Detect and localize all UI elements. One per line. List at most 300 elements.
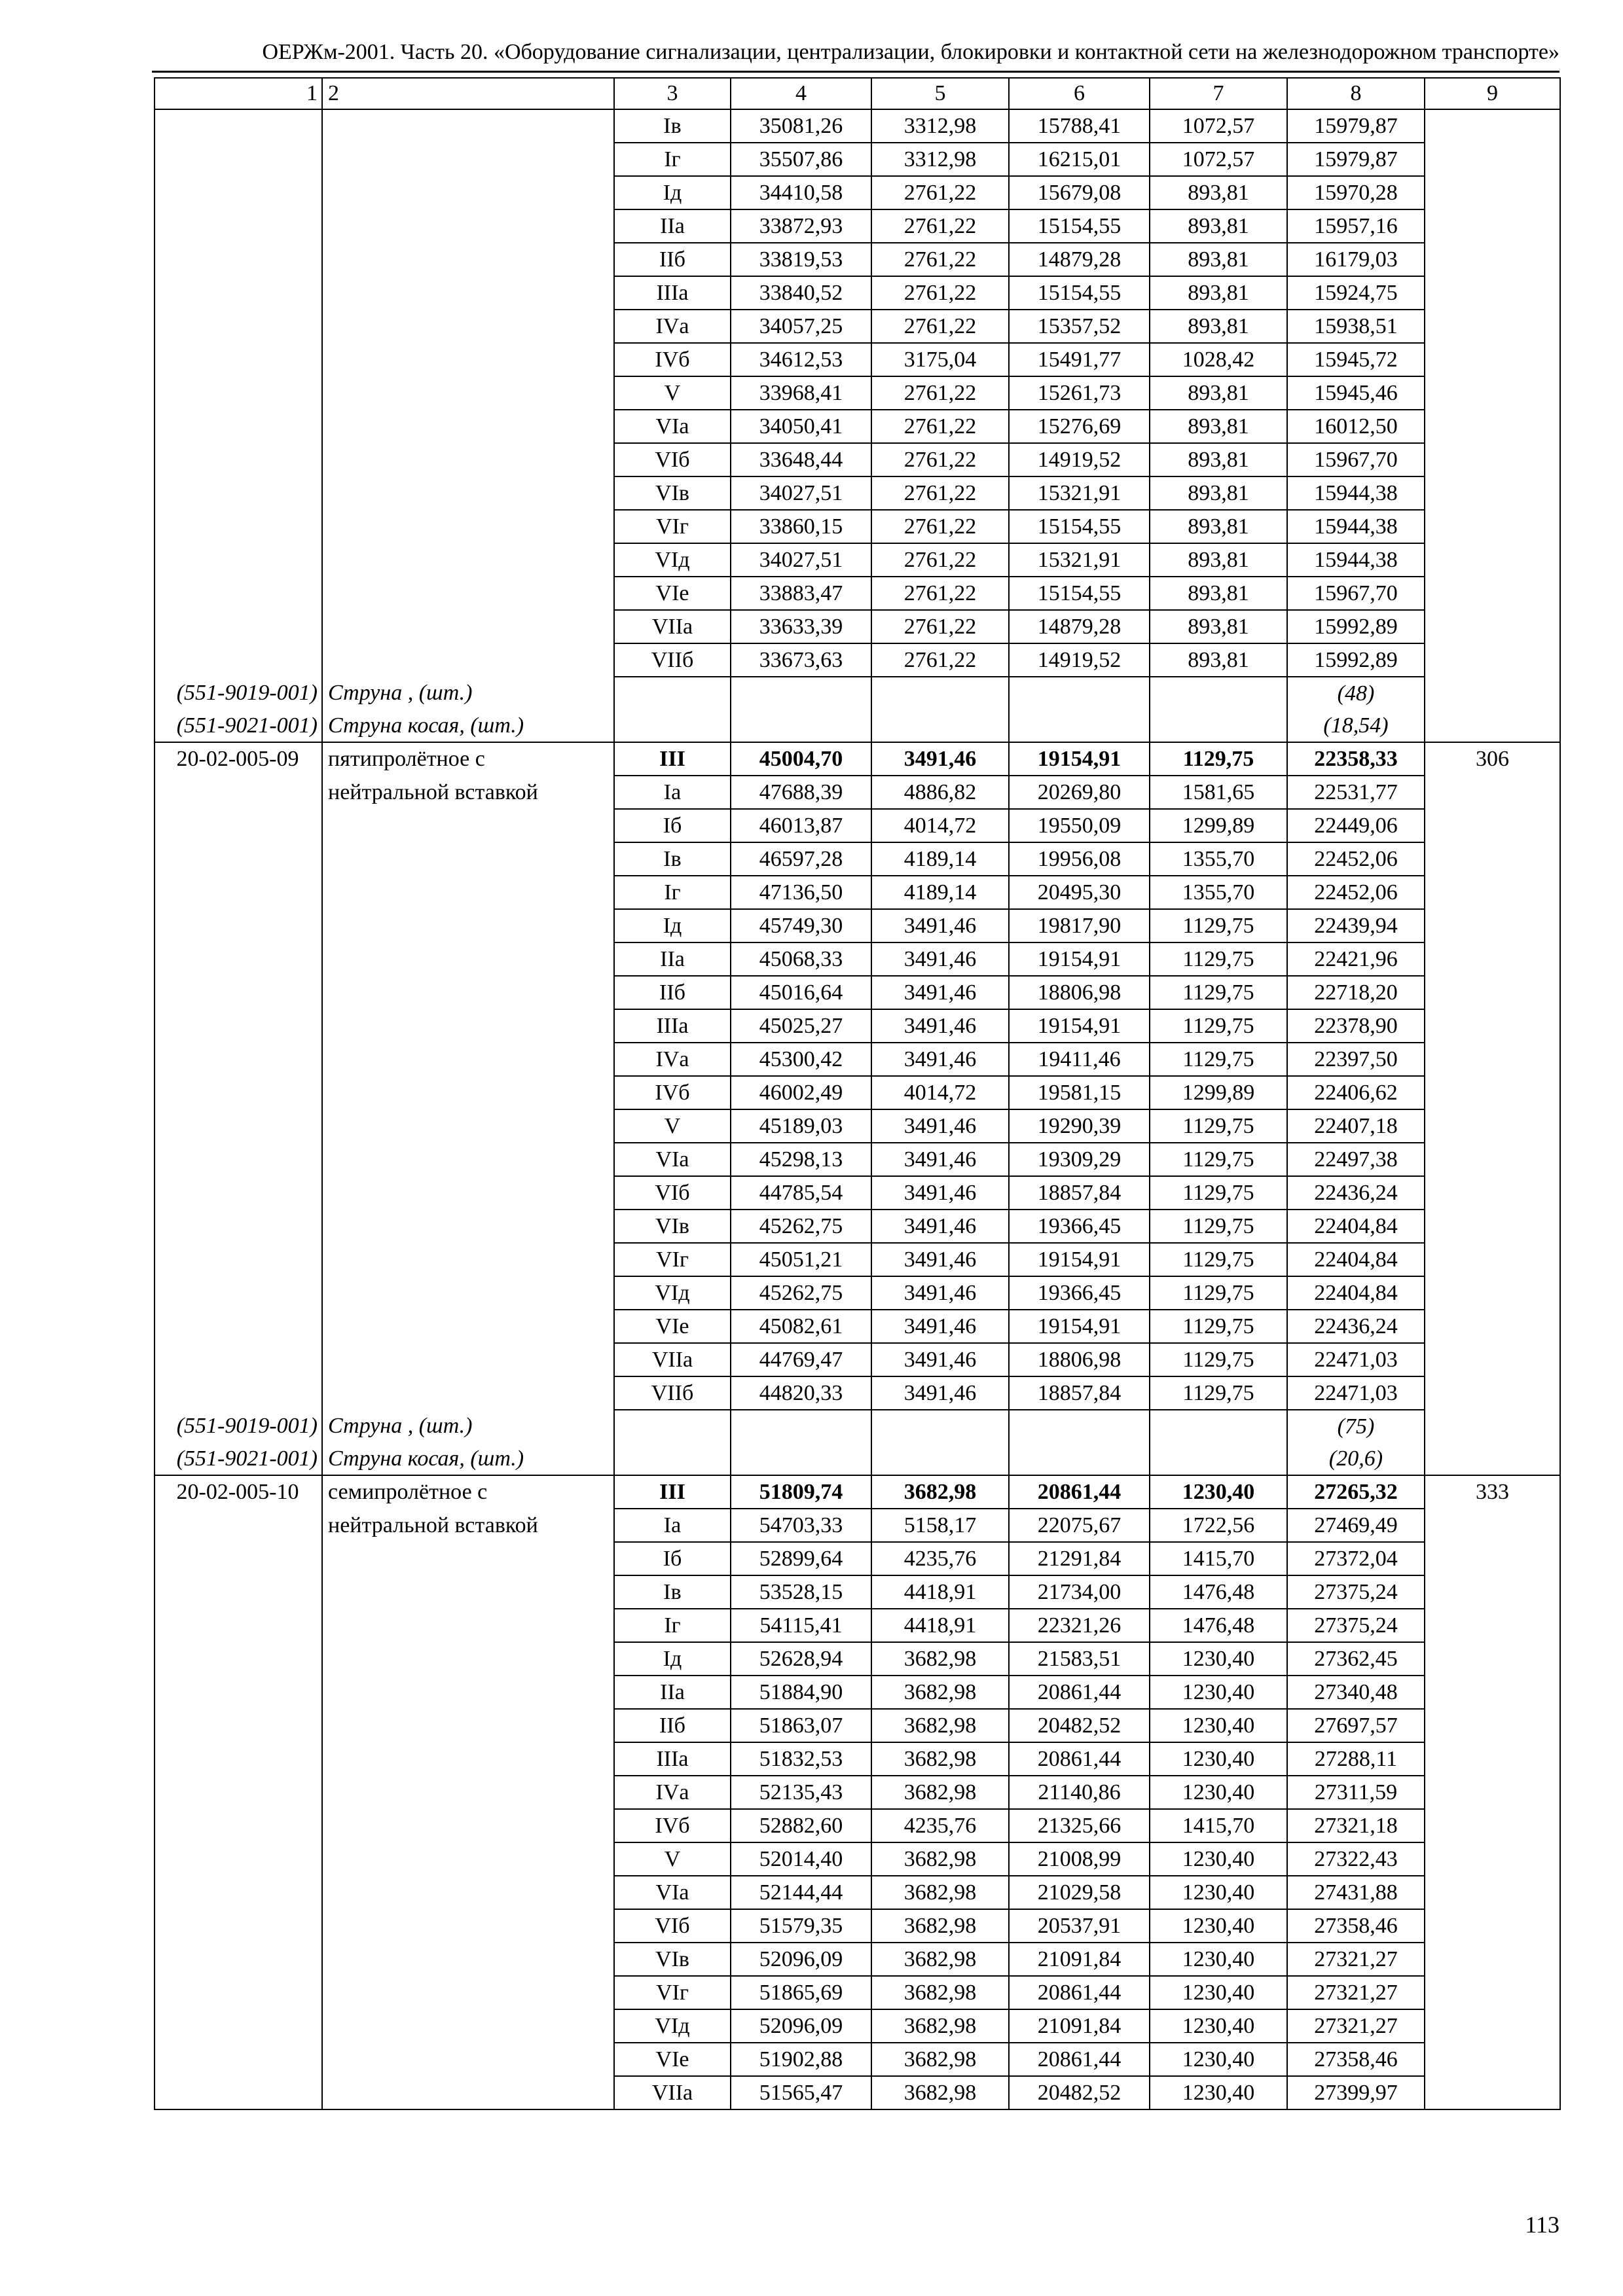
- labor-cell: [1425, 1575, 1560, 1609]
- table-row: [155, 1609, 1560, 1642]
- rate-code: [155, 1876, 322, 1909]
- material-qty: (20,6): [1287, 1443, 1425, 1475]
- material-code: (551-9021-001): [155, 709, 322, 742]
- rate-name: [322, 1676, 614, 1709]
- empty-cell: [1150, 1443, 1287, 1475]
- value-cell: 15788,41: [1009, 109, 1150, 143]
- labor-cell: 306: [1425, 742, 1560, 776]
- rate-name: [322, 1943, 614, 1976]
- rate-name: [322, 2076, 614, 2109]
- value-cell: 1129,75: [1150, 1310, 1287, 1343]
- labor-cell: [1425, 1943, 1560, 1976]
- value-cell: 22404,84: [1287, 1210, 1425, 1243]
- rate-code: [155, 909, 322, 942]
- column-number: 5: [871, 78, 1009, 109]
- labor-cell: [1425, 1310, 1560, 1343]
- value-cell: 52628,94: [731, 1642, 871, 1676]
- value-cell: 2761,22: [871, 310, 1009, 343]
- value-cell: 19411,46: [1009, 1043, 1150, 1076]
- value-cell: 2761,22: [871, 510, 1009, 543]
- zone-cell: IVб: [614, 1076, 731, 1109]
- rate-name: [322, 1243, 614, 1276]
- labor-cell: [1425, 876, 1560, 909]
- rate-name: [322, 243, 614, 276]
- empty-cell: [1425, 1410, 1560, 1443]
- labor-cell: [1425, 1243, 1560, 1276]
- zone-cell: IIа: [614, 209, 731, 243]
- table-row: [155, 1009, 1560, 1043]
- zone-cell: VIб: [614, 1176, 731, 1210]
- value-cell: 4886,82: [871, 776, 1009, 809]
- table-row: [155, 976, 1560, 1009]
- rate-name: пятипролётное с: [322, 742, 614, 776]
- value-cell: 27311,59: [1287, 1776, 1425, 1809]
- rate-name: [322, 1176, 614, 1210]
- value-cell: 21029,58: [1009, 1876, 1150, 1909]
- empty-cell: [614, 677, 731, 709]
- value-cell: 33819,53: [731, 243, 871, 276]
- value-cell: 15992,89: [1287, 643, 1425, 677]
- value-cell: 15979,87: [1287, 143, 1425, 176]
- zone-cell: Iв: [614, 842, 731, 876]
- value-cell: 15970,28: [1287, 176, 1425, 209]
- value-cell: 1230,40: [1150, 1475, 1287, 1509]
- value-cell: 53528,15: [731, 1575, 871, 1609]
- value-cell: 51863,07: [731, 1709, 871, 1742]
- labor-cell: [1425, 1642, 1560, 1676]
- rate-name: [322, 1776, 614, 1809]
- value-cell: 46597,28: [731, 842, 871, 876]
- value-cell: 45051,21: [731, 1243, 871, 1276]
- table-row: [155, 410, 1560, 443]
- material-name: Струна , (шт.): [322, 677, 614, 709]
- table-row: [155, 842, 1560, 876]
- value-cell: 33968,41: [731, 376, 871, 410]
- labor-cell: [1425, 976, 1560, 1009]
- rate-name: [322, 1876, 614, 1909]
- rate-code: [155, 476, 322, 510]
- rate-code: [155, 1575, 322, 1609]
- value-cell: 2761,22: [871, 476, 1009, 510]
- value-cell: 1355,70: [1150, 842, 1287, 876]
- value-cell: 15276,69: [1009, 410, 1150, 443]
- value-cell: 27265,32: [1287, 1475, 1425, 1509]
- rate-code: [155, 1943, 322, 1976]
- value-cell: 19550,09: [1009, 809, 1150, 842]
- table-row: [155, 1742, 1560, 1776]
- value-cell: 35081,26: [731, 109, 871, 143]
- value-cell: 45189,03: [731, 1109, 871, 1143]
- value-cell: 51884,90: [731, 1676, 871, 1709]
- value-cell: 1129,75: [1150, 1276, 1287, 1310]
- value-cell: 22452,06: [1287, 876, 1425, 909]
- table-row: [155, 1509, 1560, 1542]
- value-cell: 1129,75: [1150, 1176, 1287, 1210]
- rate-code: [155, 1143, 322, 1176]
- rate-name: [322, 310, 614, 343]
- material-name: Струна косая, (шт.): [322, 709, 614, 742]
- value-cell: 34612,53: [731, 343, 871, 376]
- column-number: 4: [731, 78, 871, 109]
- rate-name: [322, 443, 614, 476]
- value-cell: 3682,98: [871, 2043, 1009, 2076]
- value-cell: 45298,13: [731, 1143, 871, 1176]
- value-cell: 35507,86: [731, 143, 871, 176]
- material-code: (551-9019-001): [155, 677, 322, 709]
- rate-code: [155, 776, 322, 809]
- value-cell: 3491,46: [871, 742, 1009, 776]
- value-cell: 3312,98: [871, 143, 1009, 176]
- value-cell: 22436,24: [1287, 1176, 1425, 1210]
- value-cell: 20861,44: [1009, 2043, 1150, 2076]
- empty-cell: [1150, 677, 1287, 709]
- value-cell: 15154,55: [1009, 276, 1150, 310]
- rate-code: [155, 577, 322, 610]
- table-row: [155, 1310, 1560, 1343]
- empty-cell: [731, 1410, 871, 1443]
- value-cell: 19956,08: [1009, 842, 1150, 876]
- labor-cell: [1425, 1709, 1560, 1742]
- material-row: [155, 1410, 1560, 1443]
- rate-name: нейтральной вставкой: [322, 776, 614, 809]
- value-cell: 893,81: [1150, 443, 1287, 476]
- rate-code: [155, 1976, 322, 2009]
- value-cell: 19817,90: [1009, 909, 1150, 942]
- zone-cell: IIIа: [614, 1742, 731, 1776]
- value-cell: 22421,96: [1287, 942, 1425, 976]
- rate-name: [322, 1343, 614, 1376]
- table-row: [155, 2043, 1560, 2076]
- value-cell: 52096,09: [731, 2009, 871, 2043]
- value-cell: 2761,22: [871, 276, 1009, 310]
- value-cell: 15154,55: [1009, 510, 1150, 543]
- value-cell: 16179,03: [1287, 243, 1425, 276]
- rate-name: [322, 376, 614, 410]
- value-cell: 16012,50: [1287, 410, 1425, 443]
- value-cell: 1230,40: [1150, 1909, 1287, 1943]
- value-cell: 22471,03: [1287, 1343, 1425, 1376]
- material-name: Струна косая, (шт.): [322, 1443, 614, 1475]
- table-row: [155, 909, 1560, 942]
- empty-cell: [731, 709, 871, 742]
- table-row: [155, 1542, 1560, 1575]
- rate-code: [155, 976, 322, 1009]
- rate-name: [322, 809, 614, 842]
- value-cell: 1230,40: [1150, 1876, 1287, 1909]
- material-row: [155, 709, 1560, 742]
- rate-code: [155, 1210, 322, 1243]
- rate-name: [322, 176, 614, 209]
- value-cell: 45016,64: [731, 976, 871, 1009]
- table-row: [155, 1709, 1560, 1742]
- table-row: [155, 1243, 1560, 1276]
- value-cell: 2761,22: [871, 443, 1009, 476]
- value-cell: 20269,80: [1009, 776, 1150, 809]
- labor-cell: [1425, 543, 1560, 577]
- rate-name: [322, 1376, 614, 1410]
- labor-cell: [1425, 1542, 1560, 1575]
- value-cell: 3682,98: [871, 1676, 1009, 1709]
- empty-cell: [731, 1443, 871, 1475]
- labor-cell: [1425, 1842, 1560, 1876]
- labor-cell: [1425, 1742, 1560, 1776]
- zone-cell: Iа: [614, 1509, 731, 1542]
- value-cell: 34057,25: [731, 310, 871, 343]
- value-cell: 33883,47: [731, 577, 871, 610]
- table-row: [155, 1343, 1560, 1376]
- labor-cell: [1425, 776, 1560, 809]
- value-cell: 1230,40: [1150, 1943, 1287, 1976]
- value-cell: 34050,41: [731, 410, 871, 443]
- value-cell: 2761,22: [871, 410, 1009, 443]
- value-cell: 45025,27: [731, 1009, 871, 1043]
- value-cell: 21734,00: [1009, 1575, 1150, 1609]
- value-cell: 1230,40: [1150, 2076, 1287, 2109]
- empty-cell: [614, 1410, 731, 1443]
- rate-name: [322, 1709, 614, 1742]
- value-cell: 3682,98: [871, 2076, 1009, 2109]
- value-cell: 4418,91: [871, 1609, 1009, 1642]
- table-row: [155, 1943, 1560, 1976]
- value-cell: 15979,87: [1287, 109, 1425, 143]
- price-table-body: [155, 78, 1560, 2109]
- labor-cell: [1425, 476, 1560, 510]
- value-cell: 1028,42: [1150, 343, 1287, 376]
- value-cell: 22436,24: [1287, 1310, 1425, 1343]
- value-cell: 44785,54: [731, 1176, 871, 1210]
- value-cell: 19581,15: [1009, 1076, 1150, 1109]
- rate-code: [155, 276, 322, 310]
- value-cell: 18806,98: [1009, 1343, 1150, 1376]
- value-cell: 27362,45: [1287, 1642, 1425, 1676]
- value-cell: 2761,22: [871, 176, 1009, 209]
- rate-name: [322, 1076, 614, 1109]
- zone-cell: IIб: [614, 976, 731, 1009]
- zone-cell: V: [614, 1842, 731, 1876]
- table-row: [155, 1909, 1560, 1943]
- rate-name: [322, 976, 614, 1009]
- value-cell: 1129,75: [1150, 909, 1287, 942]
- labor-cell: [1425, 1676, 1560, 1709]
- labor-cell: [1425, 143, 1560, 176]
- value-cell: 1230,40: [1150, 1976, 1287, 2009]
- labor-cell: [1425, 643, 1560, 677]
- empty-cell: [1425, 709, 1560, 742]
- value-cell: 22718,20: [1287, 976, 1425, 1009]
- value-cell: 20861,44: [1009, 1475, 1150, 1509]
- rate-code: [155, 1343, 322, 1376]
- column-number: 7: [1150, 78, 1287, 109]
- rate-code: [155, 1009, 322, 1043]
- value-cell: 1072,57: [1150, 109, 1287, 143]
- zone-cell: IIIа: [614, 1009, 731, 1043]
- table-row: [155, 1210, 1560, 1243]
- labor-cell: [1425, 1143, 1560, 1176]
- value-cell: 15944,38: [1287, 543, 1425, 577]
- value-cell: 18857,84: [1009, 1176, 1150, 1210]
- zone-cell: V: [614, 1109, 731, 1143]
- value-cell: 22406,62: [1287, 1076, 1425, 1109]
- value-cell: 893,81: [1150, 510, 1287, 543]
- zone-cell: VIв: [614, 476, 731, 510]
- labor-cell: 333: [1425, 1475, 1560, 1509]
- value-cell: 1230,40: [1150, 1742, 1287, 1776]
- zone-cell: IIа: [614, 1676, 731, 1709]
- value-cell: 893,81: [1150, 310, 1287, 343]
- labor-cell: [1425, 610, 1560, 643]
- value-cell: 22397,50: [1287, 1043, 1425, 1076]
- value-cell: 34027,51: [731, 476, 871, 510]
- labor-cell: [1425, 2043, 1560, 2076]
- material-qty: (18,54): [1287, 709, 1425, 742]
- value-cell: 4014,72: [871, 809, 1009, 842]
- rate-code: [155, 842, 322, 876]
- value-cell: 893,81: [1150, 209, 1287, 243]
- rate-code: [155, 1809, 322, 1842]
- rate-code: [155, 1742, 322, 1776]
- value-cell: 3491,46: [871, 1310, 1009, 1343]
- value-cell: 1129,75: [1150, 1143, 1287, 1176]
- value-cell: 52899,64: [731, 1542, 871, 1575]
- value-cell: 22497,38: [1287, 1143, 1425, 1176]
- table-row: [155, 577, 1560, 610]
- rate-name: семипролётное с: [322, 1475, 614, 1509]
- value-cell: 46013,87: [731, 809, 871, 842]
- rate-name: [322, 410, 614, 443]
- rate-name: [322, 1809, 614, 1842]
- zone-cell: VIIа: [614, 1343, 731, 1376]
- empty-cell: [1150, 709, 1287, 742]
- value-cell: 18806,98: [1009, 976, 1150, 1009]
- table-row: [155, 1776, 1560, 1809]
- value-cell: 3491,46: [871, 1176, 1009, 1210]
- value-cell: 3491,46: [871, 1210, 1009, 1243]
- value-cell: 27358,46: [1287, 2043, 1425, 2076]
- value-cell: 1129,75: [1150, 742, 1287, 776]
- rate-code: [155, 209, 322, 243]
- material-qty: (48): [1287, 677, 1425, 709]
- value-cell: 19154,91: [1009, 1009, 1150, 1043]
- labor-cell: [1425, 909, 1560, 942]
- table-row: [155, 1642, 1560, 1676]
- rate-code: [155, 1276, 322, 1310]
- value-cell: 20861,44: [1009, 1676, 1150, 1709]
- value-cell: 3682,98: [871, 1475, 1009, 1509]
- zone-cell: IVа: [614, 1776, 731, 1809]
- empty-cell: [871, 709, 1009, 742]
- zone-cell: VIб: [614, 1909, 731, 1943]
- value-cell: 52144,44: [731, 1876, 871, 1909]
- zone-cell: IIб: [614, 1709, 731, 1742]
- value-cell: 27372,04: [1287, 1542, 1425, 1575]
- zone-cell: VIе: [614, 577, 731, 610]
- value-cell: 19366,45: [1009, 1276, 1150, 1310]
- zone-cell: VIIб: [614, 1376, 731, 1410]
- zone-cell: Iб: [614, 1542, 731, 1575]
- zone-cell: VIIа: [614, 2076, 731, 2109]
- labor-cell: [1425, 1176, 1560, 1210]
- table-row: [155, 1575, 1560, 1609]
- rate-code: [155, 1043, 322, 1076]
- value-cell: 19154,91: [1009, 1243, 1150, 1276]
- value-cell: 22449,06: [1287, 809, 1425, 842]
- value-cell: 893,81: [1150, 577, 1287, 610]
- value-cell: 54115,41: [731, 1609, 871, 1642]
- value-cell: 3682,98: [871, 1876, 1009, 1909]
- value-cell: 15154,55: [1009, 577, 1150, 610]
- value-cell: 19309,29: [1009, 1143, 1150, 1176]
- value-cell: 893,81: [1150, 376, 1287, 410]
- zone-cell: Iа: [614, 776, 731, 809]
- table-row: [155, 1876, 1560, 1909]
- column-number: 6: [1009, 78, 1150, 109]
- value-cell: 33840,52: [731, 276, 871, 310]
- value-cell: 3682,98: [871, 2009, 1009, 2043]
- zone-cell: VIа: [614, 410, 731, 443]
- value-cell: 3682,98: [871, 1642, 1009, 1676]
- value-cell: 3682,98: [871, 1909, 1009, 1943]
- zone-cell: VIа: [614, 1876, 731, 1909]
- value-cell: 18857,84: [1009, 1376, 1150, 1410]
- value-cell: 20861,44: [1009, 1976, 1150, 2009]
- rate-code: [155, 109, 322, 143]
- rate-name: [322, 842, 614, 876]
- table-row: [155, 1276, 1560, 1310]
- value-cell: 4014,72: [871, 1076, 1009, 1109]
- value-cell: 15679,08: [1009, 176, 1150, 209]
- value-cell: 893,81: [1150, 643, 1287, 677]
- value-cell: 27431,88: [1287, 1876, 1425, 1909]
- zone-cell: IIб: [614, 243, 731, 276]
- rate-code: [155, 2009, 322, 2043]
- rate-name: [322, 577, 614, 610]
- value-cell: 27358,46: [1287, 1909, 1425, 1943]
- value-cell: 3491,46: [871, 1276, 1009, 1310]
- value-cell: 2761,22: [871, 543, 1009, 577]
- value-cell: 51809,74: [731, 1475, 871, 1509]
- labor-cell: [1425, 376, 1560, 410]
- value-cell: 2761,22: [871, 643, 1009, 677]
- value-cell: 22407,18: [1287, 1109, 1425, 1143]
- value-cell: 1129,75: [1150, 1376, 1287, 1410]
- value-cell: 15321,91: [1009, 543, 1150, 577]
- rate-name: [322, 276, 614, 310]
- table-row: [155, 510, 1560, 543]
- value-cell: 27375,24: [1287, 1575, 1425, 1609]
- table-row: [155, 143, 1560, 176]
- value-cell: 3682,98: [871, 1709, 1009, 1742]
- zone-cell: IIа: [614, 942, 731, 976]
- rate-name: [322, 876, 614, 909]
- value-cell: 45300,42: [731, 1043, 871, 1076]
- value-cell: 1129,75: [1150, 1009, 1287, 1043]
- value-cell: 1230,40: [1150, 1842, 1287, 1876]
- rate-name: [322, 109, 614, 143]
- zone-cell: III: [614, 742, 731, 776]
- value-cell: 1129,75: [1150, 976, 1287, 1009]
- labor-cell: [1425, 1276, 1560, 1310]
- labor-cell: [1425, 176, 1560, 209]
- rate-name: [322, 1109, 614, 1143]
- zone-cell: VIв: [614, 1943, 731, 1976]
- value-cell: 54703,33: [731, 1509, 871, 1542]
- value-cell: 1129,75: [1150, 1343, 1287, 1376]
- value-cell: 1072,57: [1150, 143, 1287, 176]
- value-cell: 27288,11: [1287, 1742, 1425, 1776]
- zone-cell: IVа: [614, 1043, 731, 1076]
- value-cell: 893,81: [1150, 243, 1287, 276]
- value-cell: 44820,33: [731, 1376, 871, 1410]
